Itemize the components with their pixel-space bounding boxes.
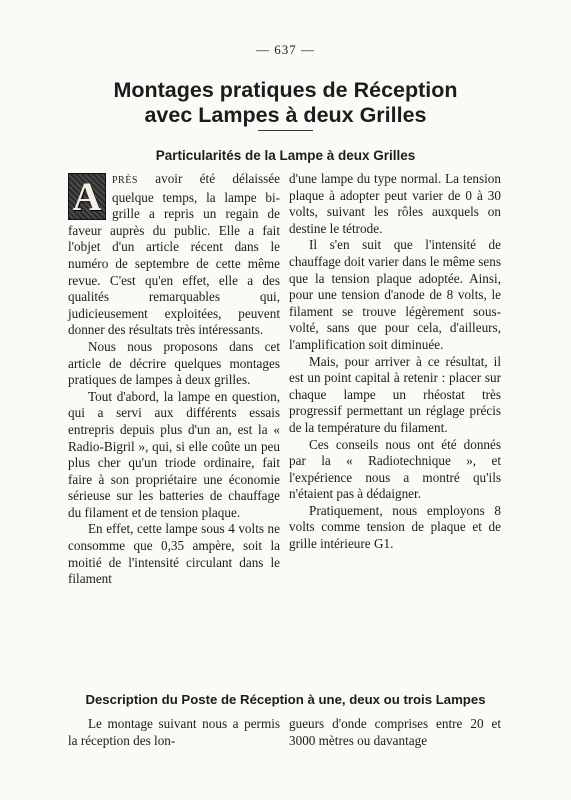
paragraph-text: avoir été délaissée quelque temps, la lampe bi-grille a repris un regain de faveur auprès du public. Elle a fait l'objet d'un article récent dans le numéro de septembre de cette même revue. C'est qu'en effet, elle a des qualités remarquables qui, judicieusement exploitées, peuvent donner des résultats très intéressants.: [68, 171, 280, 338]
paragraph: Nous nous proposons dans cet article de décrire quelques montages pratiques de lampes à deux grilles.: [68, 338, 280, 388]
title-rule: [258, 130, 313, 131]
article-column-left: [68, 171, 280, 588]
paragraph: Il s'en suit que l'intensité de chauffage doit varier dans le même sens que la tension plaque adoptée. Ainsi, pour une tension d'anode de 8 volts, le filament se trouve légèrement sous-volté, sans que pour cela, d'ailleurs, l'amplification soit diminuée.: [289, 237, 501, 352]
ornamental-dropcap: A: [68, 173, 106, 220]
title-line-2: avec Lampes à deux Grilles: [144, 103, 427, 127]
title-line-1: Montages pratiques de Réception: [113, 78, 458, 102]
paragraph: Pratiquement, nous employons 8 volts comme tension de plaque et de grille intérieure G1.: [289, 502, 501, 552]
description-column-left: [68, 716, 280, 749]
paragraph: d'une lampe du type normal. La tension plaque à adopter peut varier de 0 à 30 volts, suivant les rôles auxquels on destine le tétrode.: [289, 171, 501, 236]
description-column-right: [289, 716, 501, 749]
paragraph-intro: [68, 171, 280, 339]
paragraph: Tout d'abord, la lampe en question, qui a servi aux différents essais entrepris depuis plus d'un an, est la « Radio-Bigril », qui, si elle coûte un peu plus cher qu'un triode ordinaire, fait faire à son propriétaire une économie sérieuse sur les batteries de chauffage du filament et de tension plaque.: [68, 388, 280, 520]
section-heading-particularites: Particularités de la Lampe à deux Grilles: [155, 148, 416, 163]
page-title: [0, 78, 571, 128]
paragraph: Le montage suivant nous a permis la réception des lon-: [68, 716, 280, 748]
paragraph: gueurs d'onde comprises entre 20 et 3000 mètres ou davantage: [289, 716, 501, 748]
paragraph: Ces conseils nous ont été donnés par la « Radiotechnique », et l'expérience nous a montré qu'ils n'étaient pas à dédaigner.: [289, 436, 501, 502]
page-number: — 637 —: [256, 42, 315, 57]
paragraph: En effet, cette lampe sous 4 volts ne consomme que 0,35 ampère, soit la moitié de l'intensité circulant dans le filament: [68, 521, 280, 587]
paragraph: Mais, pour arriver à ce résultat, il est un point capital à retenir : placer sur chaque lampe un rhéostat très progressif permettant un réglage précis de la température du filament.: [289, 353, 501, 435]
lead-smallcaps: PRÈS: [112, 175, 138, 186]
section-heading-description: Description du Poste de Réception à une, deux ou trois Lampes: [85, 692, 486, 707]
article-column-right: [289, 171, 501, 553]
